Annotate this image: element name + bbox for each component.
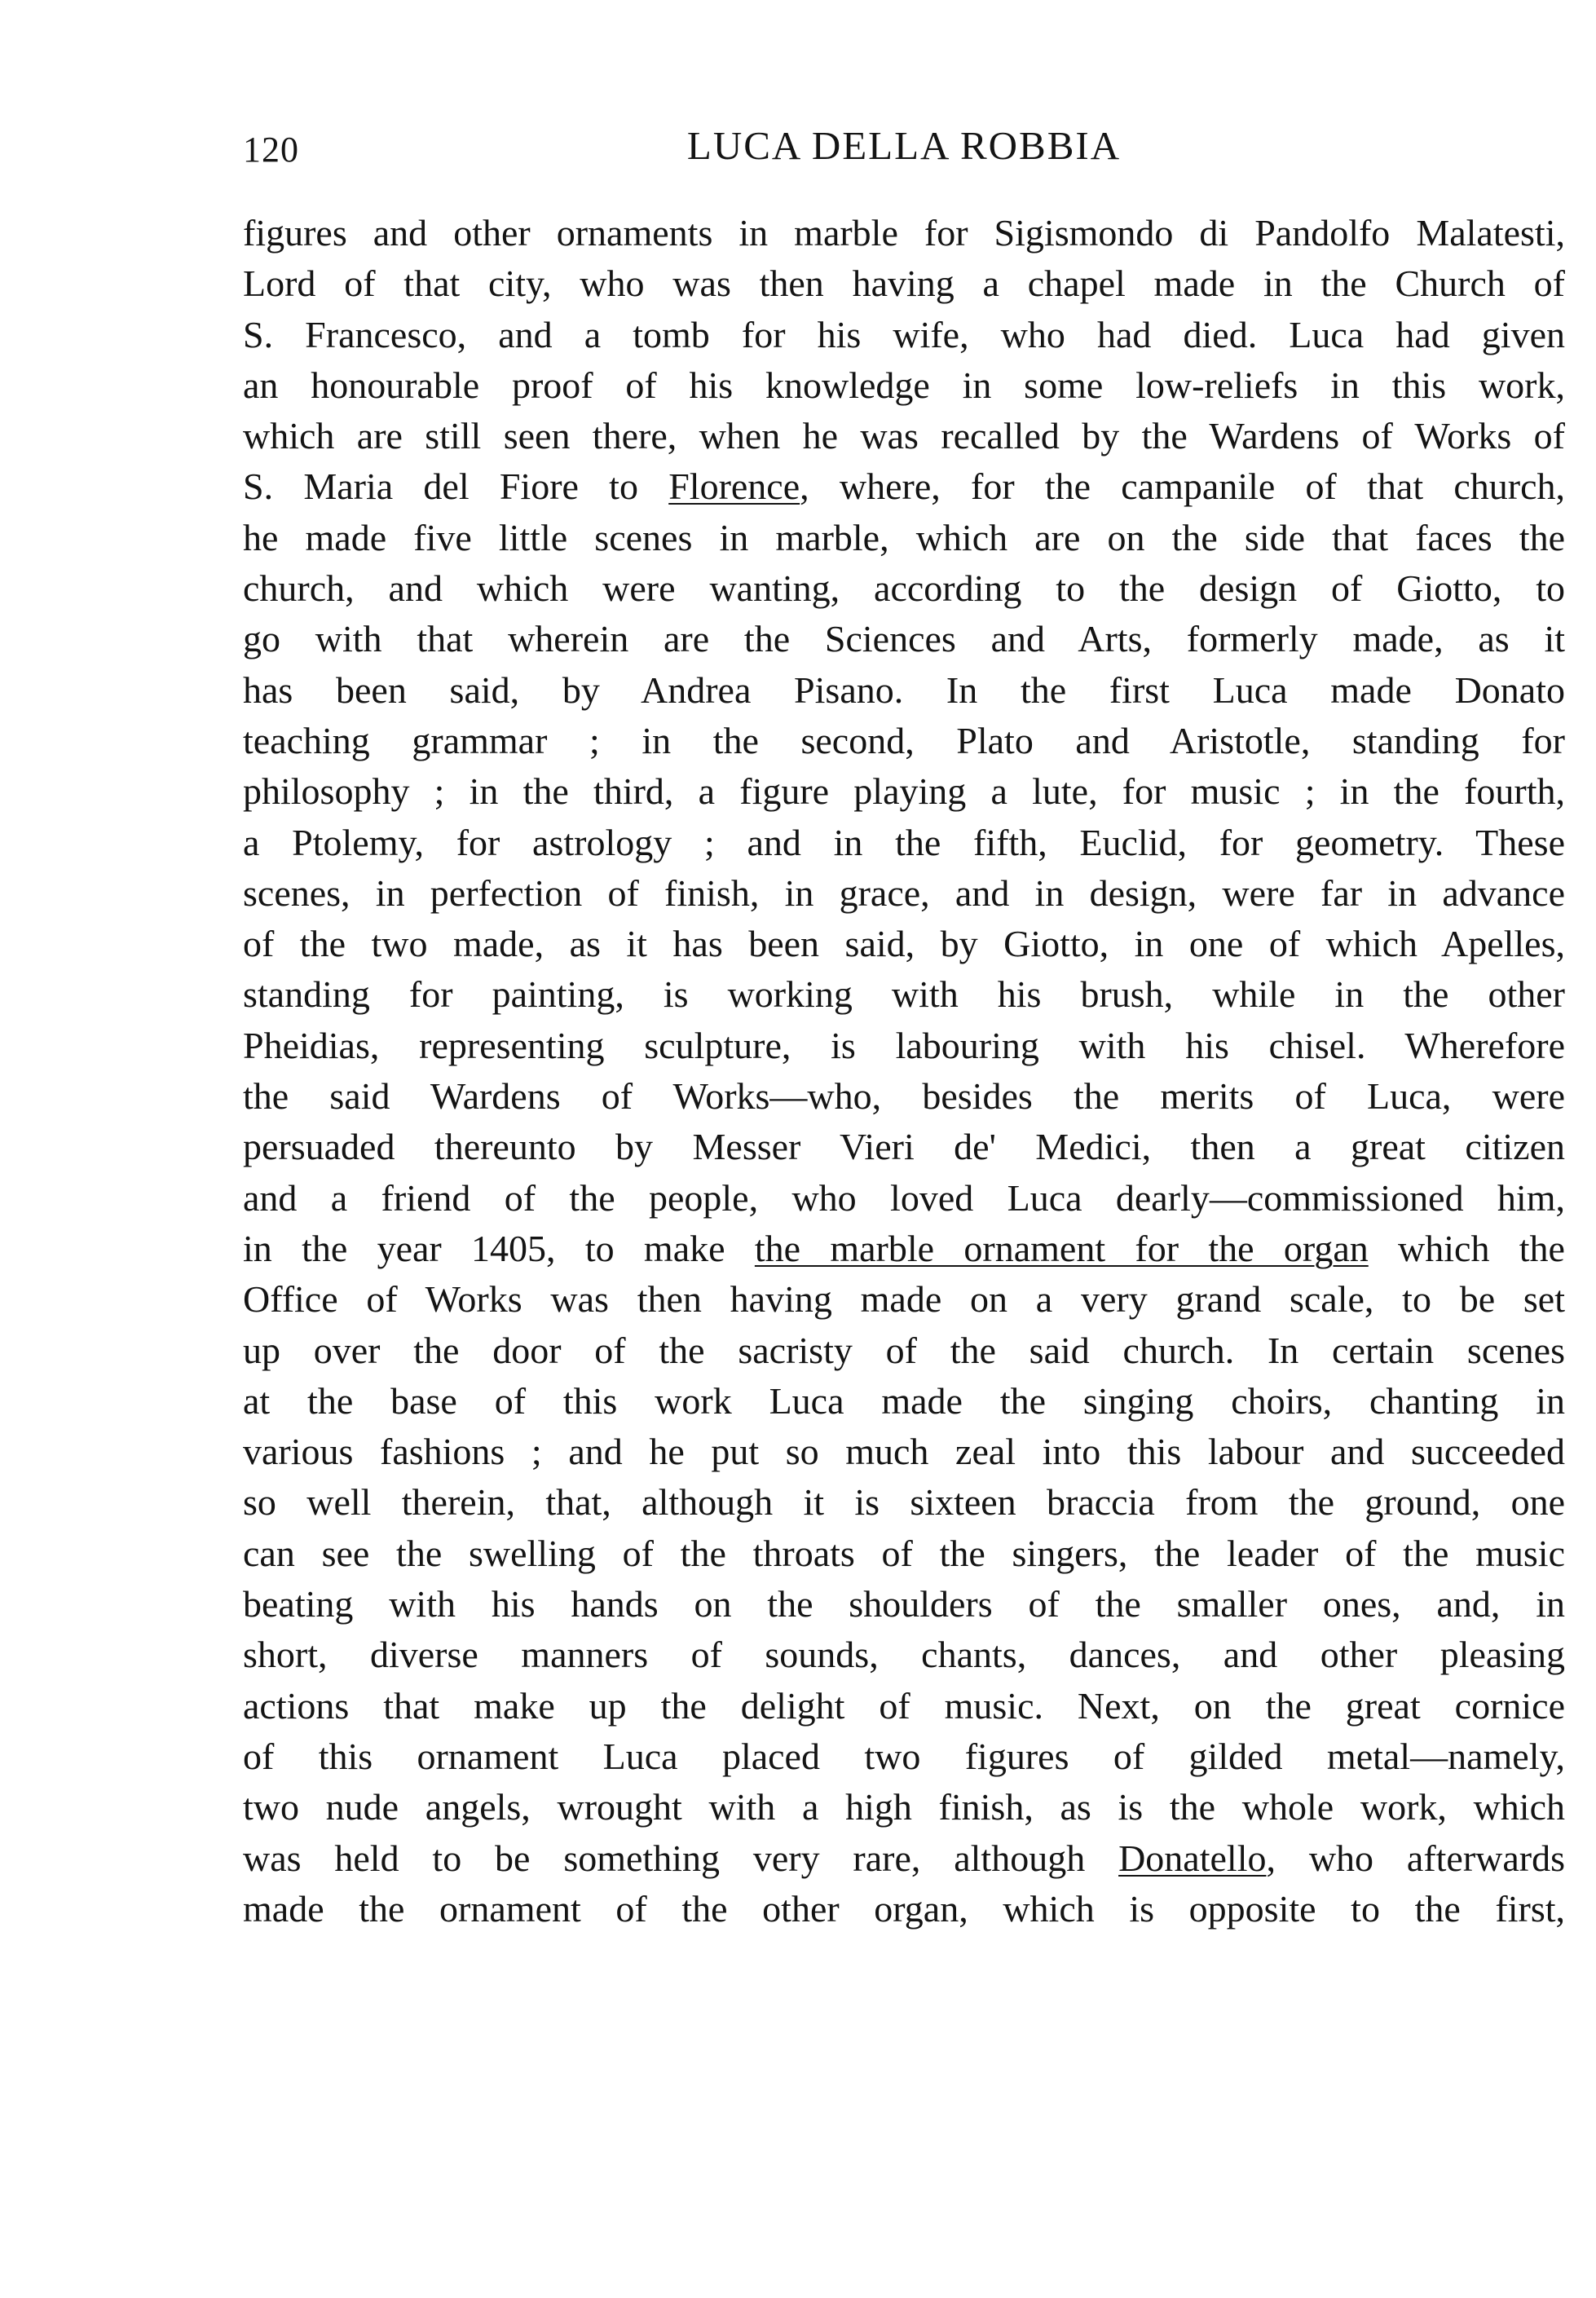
text-line [243, 1833, 1565, 1884]
text-segment: S. Maria del Fiore to [243, 465, 669, 508]
text-segment: which the [1368, 1227, 1565, 1269]
text-line: standing for painting, is working with his brush, while in the other [243, 973, 1565, 1016]
text-line: beating with his hands on the shoulders of the smaller ones, and, in [243, 1583, 1565, 1625]
text-line: various fashions ; and he put so much zeal into this labour and succeeded [243, 1431, 1565, 1473]
text-line: which are still seen there, when he was recalled by the Wardens of Works of [243, 415, 1565, 457]
body-text [243, 208, 1565, 1934]
text-line: persuaded thereunto by Messer Vieri de' Medici, then a great citizen [243, 1126, 1565, 1168]
text-line: Office of Works was then having made on a very grand scale, to be set [243, 1278, 1565, 1321]
text-line: short, diverse manners of sounds, chants, dances, and other pleasing [243, 1634, 1565, 1676]
text-line: a Ptolemy, for astrology ; and in the fifth, Euclid, for geometry. These [243, 821, 1565, 863]
text-line: teaching grammar ; in the second, Plato and Aristotle, standing for [243, 719, 1565, 761]
page-header [243, 122, 1565, 179]
page-number: 120 [243, 130, 299, 170]
text-line [243, 1224, 1565, 1274]
text-segment: in the year 1405, to make [243, 1227, 755, 1269]
text-segment: , where, for the campanile of that church, [800, 465, 1565, 508]
text-line: an honourable proof of his knowledge in some low-reliefs in this work, [243, 364, 1565, 406]
text-line: he made five little scenes in marble, which are on the side that faces the [243, 516, 1565, 558]
text-line: up over the door of the sacristy of the said church. In certain scenes [243, 1329, 1565, 1371]
text-line: can see the swelling of the throats of the singers, the leader of the music [243, 1532, 1565, 1574]
underlined-florence: Florence [668, 465, 800, 508]
underlined-organ-phrase: the marble ornament for the organ [754, 1227, 1369, 1269]
text-line: the said Wardens of Works—who, besides the merits of Luca, were [243, 1075, 1565, 1118]
text-line: church, and which were wanting, according to the design of Giotto, to [243, 567, 1565, 610]
text-line: actions that make up the delight of music. Next, on the great cornice [243, 1684, 1565, 1727]
text-line: at the base of this work Luca made the singing choirs, chanting in [243, 1379, 1565, 1422]
text-line: of this ornament Luca placed two figures of gilded metal—namely, [243, 1735, 1565, 1777]
text-segment: , who afterwards [1266, 1837, 1566, 1879]
text-line: and a friend of the people, who loved Luca dearly—commissioned him, [243, 1176, 1565, 1219]
text-segment: was held to be something very rare, although [243, 1837, 1119, 1879]
text-line: has been said, by Andrea Pisano. In the first Luca made Donato [243, 668, 1565, 711]
text-line [243, 461, 1565, 512]
text-line: Lord of that city, who was then having a chapel made in the Church of [243, 262, 1565, 305]
text-line: scenes, in perfection of finish, in grace, and in design, were far in advance [243, 871, 1565, 914]
underlined-donatello: Donatello [1118, 1837, 1267, 1879]
text-line: made the ornament of the other organ, which is opposite to the first, [243, 1887, 1565, 1930]
text-line: of the two made, as it has been said, by Giotto, in one of which Apelles, [243, 923, 1565, 965]
running-head: LUCA DELLA ROBBIA [686, 123, 1122, 168]
text-line: go with that wherein are the Sciences and Arts, formerly made, as it [243, 618, 1565, 660]
text-line: figures and other ornaments in marble for Sigismondo di Pandolfo Malatesti, [243, 212, 1565, 254]
text-line: S. Francesco, and a tomb for his wife, who had died. Luca had given [243, 313, 1565, 355]
text-line: philosophy ; in the third, a figure playing a lute, for music ; in the fourth, [243, 770, 1565, 813]
text-line: so well therein, that, although it is sixteen braccia from the ground, one [243, 1481, 1565, 1524]
text-line: two nude angels, wrought with a high finish, as is the whole work, which [243, 1786, 1565, 1828]
text-line: Pheidias, representing sculpture, is labouring with his chisel. Wherefore [243, 1024, 1565, 1066]
